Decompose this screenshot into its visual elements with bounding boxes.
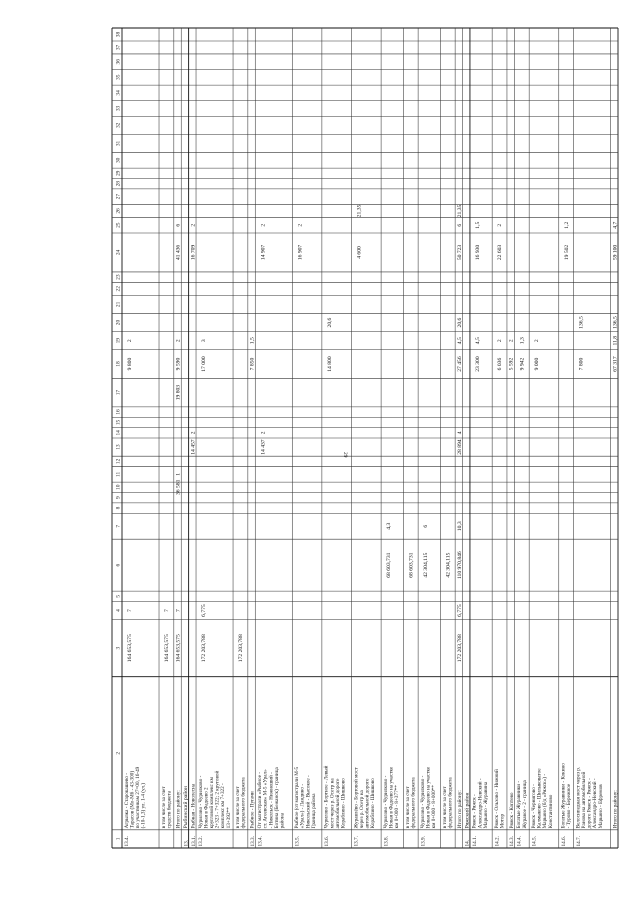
- column-number: 9: [115, 496, 122, 500]
- column-number: 14: [115, 430, 122, 436]
- cell-value: 21,35: [356, 204, 363, 218]
- row-name: Александро-Невский -: [592, 778, 599, 829]
- cell-value: 5 592: [508, 357, 515, 371]
- cell-value: 67 317: [612, 356, 619, 372]
- column-number: 7: [115, 524, 122, 528]
- column-number: 27: [115, 193, 122, 200]
- row-number: 13.8.: [383, 836, 390, 847]
- cell-value: 4,5: [456, 337, 463, 345]
- cell-value: 9 000: [534, 357, 541, 371]
- table-row: [249, 337, 256, 847]
- column-number: 28: [115, 181, 122, 187]
- column-number: 17: [115, 389, 122, 396]
- row-name: кругловой комплекс км: [209, 777, 216, 829]
- cell-value: 4,5: [474, 337, 481, 345]
- column-number: 19: [115, 337, 122, 344]
- row-name: дороге Ряжск - Ряжск -: [586, 778, 593, 829]
- row-name: ст. Агеевская» М-5 «Урал»: [262, 769, 269, 829]
- cell-value: 2: [190, 223, 197, 227]
- cell-value: 164 653,575: [164, 634, 171, 663]
- cell-value: 1,3: [519, 337, 526, 345]
- total-row: [611, 222, 618, 829]
- column-number: 10: [115, 484, 122, 490]
- row-name: «Урал») - Ландино -: [299, 783, 306, 829]
- row-name: От магистрали «Рыбное -: [257, 771, 264, 829]
- row-name: средств бюджета: [166, 790, 173, 829]
- column-number: 20: [115, 319, 122, 326]
- cell-value: 19 502: [563, 244, 570, 261]
- cell-value: 2: [497, 223, 504, 227]
- row-name: Ряжск - Ряжск -: [471, 794, 478, 829]
- cell-value: 6: [423, 524, 430, 528]
- row-name: в том числе за счет: [234, 786, 241, 829]
- cell-value: 11,8: [612, 335, 619, 346]
- row-name: Новая в Фадеево на участке: [388, 766, 395, 829]
- cell-value: 2: [497, 339, 504, 343]
- table-row: [161, 609, 173, 828]
- row-name: Журавое - 2 - граница: [521, 780, 528, 829]
- column-number: 12: [115, 458, 122, 465]
- row-name: Богатые Журавники -: [516, 780, 523, 829]
- cell-value: 14 457: [190, 439, 197, 455]
- row-number: 13.5.: [294, 836, 301, 847]
- cell-value: 1: [175, 472, 182, 476]
- row-name: Агрызка - Старокашево -: [123, 772, 130, 829]
- cell-value: 4,3: [386, 522, 393, 530]
- cell-value: 20,6: [326, 317, 333, 328]
- row-number: 13.1.: [190, 836, 197, 847]
- cell-value: 1,5: [474, 221, 481, 229]
- total-row: [456, 204, 463, 828]
- cell-value: 6 036: [497, 357, 504, 371]
- cell-value: 2: [175, 339, 182, 343]
- cell-value: 7: [127, 609, 133, 612]
- cell-value: 6: [456, 223, 463, 227]
- column-number: 16: [115, 409, 122, 415]
- cell-value: 3: [201, 339, 208, 343]
- cell-value: 164 653,575: [127, 634, 133, 663]
- row-name: Рыбное - Пугачи: [249, 791, 256, 829]
- row-name: Кораблино - Шишково: [340, 778, 347, 829]
- total-row: [175, 224, 182, 829]
- row-name: автомобильной дороге: [334, 778, 341, 829]
- row-number: 14.5.: [531, 836, 538, 847]
- column-number: 3: [115, 646, 122, 650]
- cell-value: 68 603,731: [408, 552, 415, 578]
- column-number: 15: [115, 419, 122, 426]
- cell-value: 2: [260, 223, 267, 227]
- row-name: Ряжск - Коптево: [508, 792, 515, 829]
- cell-value: 59 100: [612, 244, 619, 261]
- column-number: 24: [115, 249, 122, 256]
- table-row: [256, 224, 285, 847]
- table-row: [575, 316, 603, 846]
- row-name: Ранова на автомобильной: [580, 771, 587, 829]
- row-number: 14.1.: [472, 836, 479, 847]
- row-name: Мотор: [499, 813, 506, 829]
- row-name: Константиново: [547, 794, 554, 829]
- row-name: Чурилово - Чурилково -: [419, 775, 426, 829]
- cell-value: 1,2: [563, 221, 570, 229]
- column-number: 31: [115, 140, 122, 147]
- row-name: Кораблино - Шишково: [370, 778, 377, 829]
- column-number: 25: [115, 222, 122, 228]
- column-number: 18: [115, 361, 122, 367]
- column-number: 11: [115, 471, 122, 477]
- cell-value: 2: [297, 223, 304, 227]
- cell-value: 6,775: [456, 604, 463, 617]
- row-name: Граница района: [310, 793, 317, 829]
- column-number: 2: [115, 751, 122, 755]
- row-name: Никольский - Высокое -: [305, 775, 312, 829]
- row-name: федерального бюджета: [240, 777, 247, 829]
- column-number: 8: [115, 506, 122, 510]
- row-name: автомобильной дороге: [364, 778, 371, 829]
- row-name: Велосипедная мост через р.: [575, 766, 582, 829]
- cell-value: 14 907: [260, 244, 267, 261]
- column-number: 38: [115, 31, 122, 38]
- row-name: в том числе за счет: [442, 786, 449, 829]
- cell-value: 2: [508, 339, 515, 343]
- column-number: 32: [115, 122, 122, 129]
- cell-value: 20,6: [456, 317, 463, 328]
- table-row: [189, 224, 196, 847]
- cell-value: 10,3: [456, 521, 463, 532]
- row-name: Журавлёво - Бортовой мост: [353, 767, 360, 829]
- row-name: км 0+000 - 8+000**: [431, 785, 438, 829]
- cell-value: 17 000: [201, 356, 208, 372]
- row-name: Калмыково - Шилыковатое: [536, 768, 543, 829]
- row-number: 14.6.: [560, 836, 567, 847]
- row-name: Итого по району:: [612, 790, 619, 829]
- row-name: мост через р. Осетр на: [329, 778, 336, 829]
- row-name: комплекс км 7+322 -: [220, 783, 227, 829]
- row-name: Марьино - Журавина: [482, 781, 489, 829]
- row-name: Александро-Невский -: [477, 778, 484, 829]
- cell-value: 9 800: [127, 357, 133, 371]
- column-number: 35: [115, 74, 122, 80]
- column-number: 22: [115, 286, 122, 292]
- cell-value: 14 437: [260, 439, 267, 455]
- cell-value: 4,7: [612, 221, 619, 229]
- cell-value: 6: [175, 223, 182, 227]
- row-name: (-10-1,3) ул. 1-4 (ул.): [140, 782, 147, 829]
- cell-value: 42 304,115: [445, 552, 452, 578]
- row-name: Ряжск - Чернигово -: [530, 784, 537, 829]
- column-number: 6: [115, 563, 122, 567]
- row-name: Ряжский район: [464, 792, 471, 829]
- margin-page-mark: 29: [342, 452, 348, 458]
- cell-value: 2: [260, 431, 267, 435]
- row-name: Итого по району:: [175, 790, 182, 829]
- row-number: 13.4.: [124, 836, 131, 847]
- cell-value: 172 203,788: [238, 634, 245, 663]
- table-row: [516, 337, 528, 847]
- row-name: по участникам 27=00, 16-49: [135, 766, 141, 829]
- row-name: в том числе за счет: [160, 786, 167, 829]
- table-row: [235, 634, 247, 828]
- row-number: 13.: [183, 840, 190, 847]
- cell-value: 6,775: [201, 604, 208, 617]
- column-number: 5: [115, 594, 122, 598]
- table-row: [472, 222, 489, 847]
- cell-value: 1,5: [249, 337, 256, 345]
- cell-value: 136,5: [578, 316, 585, 329]
- table-row: [420, 525, 437, 847]
- column-number: 1: [115, 837, 122, 841]
- row-number: 14.: [464, 840, 471, 847]
- row-name: Рыбинский район: [183, 785, 190, 829]
- row-number: 13.7.: [353, 836, 360, 847]
- row-name: - Никольск - Нижнеший -: [268, 772, 275, 829]
- row-name: Марьино (б/д «Ряжск») -: [542, 773, 549, 829]
- table-row: [493, 224, 506, 847]
- table-row: [198, 339, 232, 846]
- column-number: 4: [115, 609, 122, 612]
- cell-value: 19 803: [175, 384, 182, 401]
- cell-value: 7 850: [249, 357, 256, 371]
- cell-value: 28 894: [456, 439, 463, 455]
- row-name: 13+392**: [225, 807, 232, 829]
- cell-value: 9 590: [175, 357, 182, 371]
- row-name: Ботина (Бежанск) - граница: [273, 767, 280, 829]
- column-number: 23: [115, 274, 122, 280]
- cell-value: 9 942: [519, 357, 526, 371]
- column-number: 37: [115, 44, 122, 51]
- row-name: в том числе за счет: [405, 786, 412, 829]
- row-name: Итого по району:: [456, 790, 463, 829]
- cell-value: 172 203,788: [456, 634, 463, 663]
- table-row: [124, 339, 147, 846]
- table-row: [383, 523, 400, 847]
- row-name: федерального бюджета: [447, 777, 454, 829]
- table-row: [323, 317, 347, 846]
- cell-value: 16 709: [190, 244, 197, 261]
- row-name: Чурилово - Бортное - Левый: [323, 765, 330, 829]
- table-row: [352, 204, 376, 846]
- cell-value: 36 581: [175, 479, 182, 495]
- cell-value: 50 723: [456, 244, 463, 261]
- rotated-table: [112, 28, 618, 848]
- row-number: 13.3.: [250, 836, 257, 847]
- row-name: Чурилово - Чурилково -: [197, 775, 204, 829]
- table-row: [405, 552, 417, 828]
- table-row: [293, 224, 317, 847]
- cell-value: 7: [175, 609, 182, 612]
- row-name: Богатые Журавники - Кокино: [560, 763, 567, 829]
- cell-value: 16 930: [474, 244, 481, 261]
- row-number: 14.3.: [509, 836, 516, 847]
- row-name: Новая в Фадеево 2: [203, 787, 210, 829]
- column-number: 30: [115, 157, 122, 164]
- row-name: федерального бюджета: [410, 777, 417, 829]
- cell-value: 172 203,788: [201, 634, 208, 663]
- table-row: [561, 222, 573, 847]
- row-name: Марьино - Ефремов: [597, 784, 604, 829]
- row-name: 2+323 - 7+322; 2 круговой: [214, 770, 221, 829]
- column-number: 29: [115, 170, 122, 177]
- cell-value: 110 970,846: [456, 551, 463, 580]
- row-name: Тарасов (Мо-Мб - 43-300): [129, 770, 136, 829]
- cell-value: 2: [190, 431, 197, 435]
- table-row: [442, 552, 454, 828]
- cell-value: 22 603: [497, 244, 504, 261]
- cell-value: 16 907: [297, 244, 304, 261]
- cell-value: 136,5: [612, 316, 619, 329]
- row-number: 14.4.: [516, 836, 523, 847]
- column-number: 33: [115, 105, 122, 112]
- cell-value: 42 304,115: [423, 552, 430, 578]
- cell-value: 164 653,575: [175, 634, 182, 663]
- row-name: Чурилово - Чурилково -: [382, 775, 389, 829]
- cell-value: 23 300: [474, 356, 481, 372]
- row-name: Рыбное (от магистрали М-5: [294, 766, 301, 829]
- cell-value: 68 603,731: [386, 552, 393, 578]
- row-name: через р. Осетр на: [358, 790, 365, 829]
- cell-value: 4: [456, 431, 463, 435]
- row-number: 13.6.: [324, 836, 331, 847]
- column-number: 26: [115, 208, 122, 214]
- row-name: района: [279, 812, 286, 829]
- cell-value: 7 800: [578, 357, 585, 371]
- row-number: 13.9.: [420, 836, 427, 847]
- column-number: 34: [115, 90, 122, 96]
- cell-value: 7: [164, 609, 171, 612]
- cell-value: 27 456: [456, 356, 463, 372]
- cell-value: 21,35: [456, 204, 463, 218]
- column-number: 36: [115, 59, 122, 65]
- row-name: Новая в Фадеево на участке: [425, 766, 432, 829]
- row-name: км 0+000 - 8+377**: [394, 785, 401, 829]
- cell-value: 14 800: [326, 356, 333, 372]
- row-name: - Турово - Бережное: [566, 783, 573, 829]
- cell-value: 2: [127, 339, 133, 343]
- cell-value: 2: [534, 339, 541, 343]
- row-number: 13.2.: [198, 836, 205, 847]
- table-row: [531, 339, 554, 846]
- row-name: Рыбная - Новолесна: [190, 783, 197, 829]
- row-name: Ряжск - Ольхово - Нижний: [493, 769, 500, 829]
- row-number: 14.2.: [494, 836, 501, 847]
- column-number: 13: [115, 444, 122, 450]
- row-number: 13.4.: [257, 836, 264, 847]
- column-number: 21: [115, 301, 122, 308]
- row-number: 14.7.: [575, 836, 582, 847]
- cell-value: 4 600: [356, 246, 363, 259]
- cell-value: 41 436: [175, 244, 182, 261]
